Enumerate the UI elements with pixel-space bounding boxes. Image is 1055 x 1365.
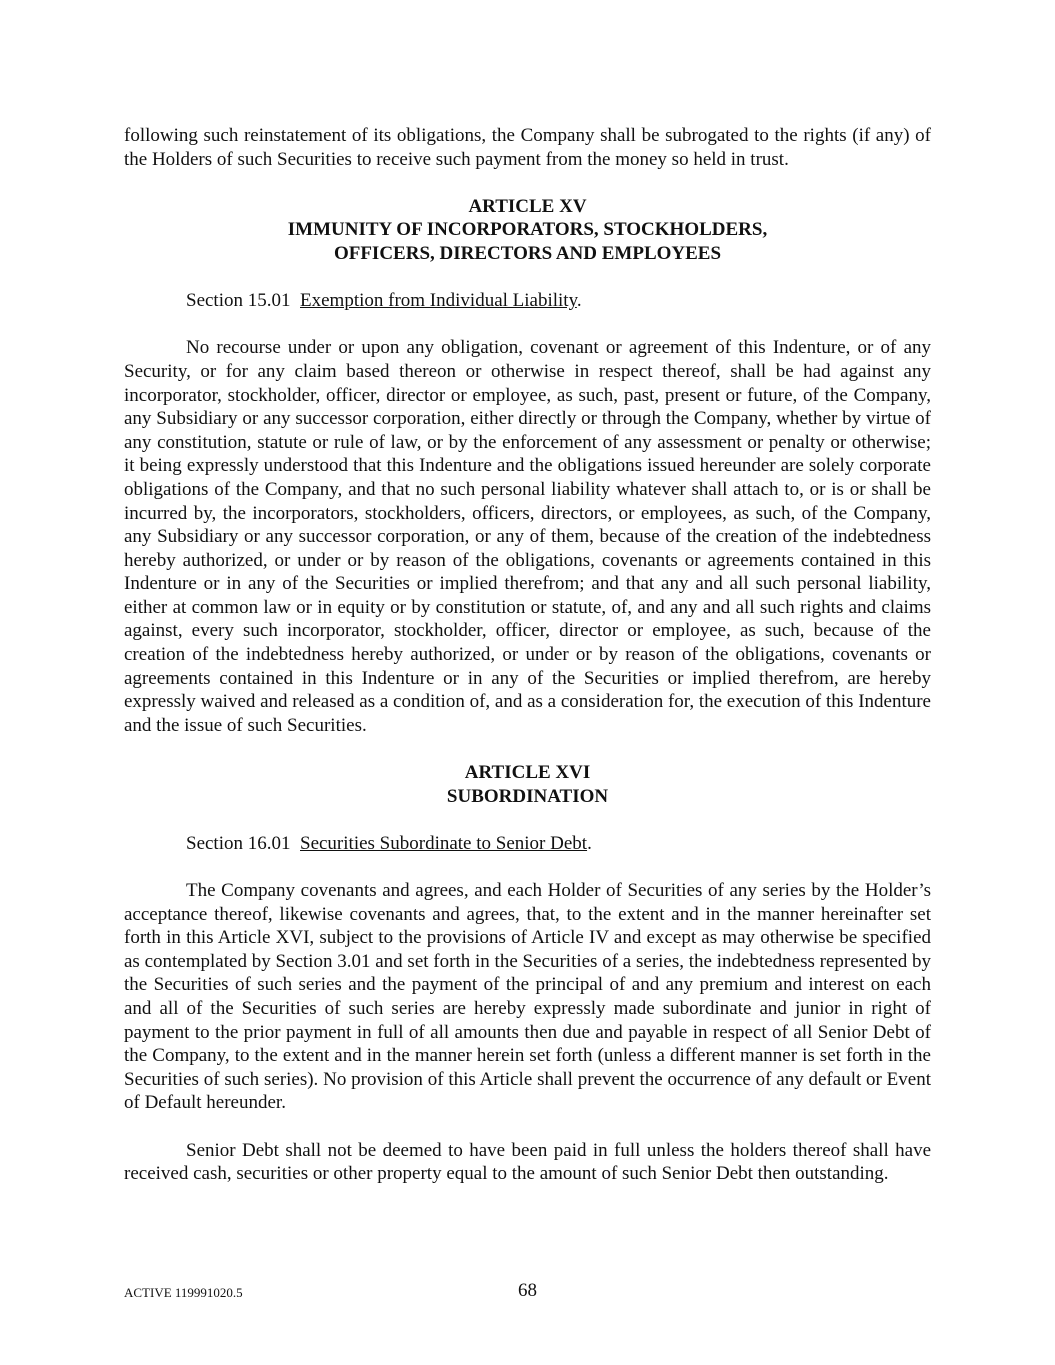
section-16-01-heading: Section 16.01 Securities Subordinate to Senior Debt. — [186, 832, 592, 854]
article-xvi-heading — [124, 761, 931, 808]
article-xv-subtitle-line2: OFFICERS, DIRECTORS AND EMPLOYEES — [333, 242, 722, 264]
article-xvi-subtitle: SUBORDINATION — [446, 785, 609, 807]
footer-page-number: 68 — [518, 1280, 537, 1301]
article-xv-subtitle-line1: IMMUNITY OF INCORPORATORS, STOCKHOLDERS, — [287, 219, 768, 241]
section-16-01-number: Section 16.01 — [186, 832, 291, 854]
section-16-01-title: Securities Subordinate to Senior Debt — [300, 832, 588, 854]
footer-doc-id: ACTIVE 119991020.5 — [124, 1285, 243, 1300]
section-15-01-number: Section 15.01 — [186, 290, 291, 312]
article-xv-heading — [124, 195, 931, 266]
section-15-01-paragraph: No recourse under or upon any obligation, covenant or agreement of this Indenture, or of any Security, or for any claim based thereon or otherwise in respect thereof, shall be had against any incorporator, stockholder, officer, director or employee, as such, past, present or future, of the Company, any Subsidiary or any successor corporation, either directly or through the Company, whether by virtue of any constitution, statute or rule of law, or by the enforcement of any assessment or penalty or otherwise; it being expressly understood that this Indenture and the obligations issued hereunder are solely corporate obligations of the Company, and that no such personal liability whatever shall attach to, or is or shall be incurred by, the incorporators, stockholders, officers, directors, or employees, as such, of the Company, any Subsidiary or any successor corporation, or any of them, because of the creation of the indebtedness hereby authorized, or under or by reason of the obligations, covenants or agreements contained in this Indenture or in any of the Securities or implied therefrom; and that any and all such personal liability, either at common law or in equity or by constitution or statute, of, and any and all such rights and claims against, every such incorporator, stockholder, officer, director or employee, as such, because of the creation of the indebtedness hereby authorized, or under or by reason of the obligations, covenants or agreements contained in this Indenture or in any of the Securities or implied therefrom, are hereby expressly waived and released as a condition of, and as a consideration for, the execution of this Indenture and the issue of such Securities. — [124, 337, 931, 736]
section-16-01-paragraph-1: The Company covenants and agrees, and each Holder of Securities of any series by the Holder’s acceptance thereof, likewise covenants and agrees, that, to the extent and in the manner hereinafter set forth in this Article XVI, subject to the provisions of Article IV and except as may otherwise be specified as contemplated by Section 3.01 and set forth in the Securities of a series, the indebtedness represented by the Securities of such series and the payment of the principal of and any premium and interest on each and all of the Securities of such series are hereby expressly made subordinate and junior in right of payment to the prior payment in full of all amounts then due and payable in respect of all Senior Debt of the Company, to the extent and in the manner herein set forth (unless a different manner is set forth in the Securities of such series). No provision of this Article shall prevent the occurrence of any default or Event of Default hereunder. — [124, 880, 931, 1114]
section-16-01-paragraph-2: Senior Debt shall not be deemed to have been paid in full unless the holders thereof shall have received cash, securities or other property equal to the amount of such Senior Debt then outstanding. — [124, 1139, 931, 1185]
section-15-01-heading: Section 15.01 Exemption from Individual Liability. — [186, 290, 582, 312]
document-page — [124, 124, 931, 1186]
article-xvi-title: ARTICLE XVI — [464, 762, 591, 784]
article-xv-title: ARTICLE XV — [468, 195, 587, 217]
section-15-01-title: Exemption from Individual Liability — [300, 290, 577, 312]
intro-paragraph: following such reinstatement of its obligations, the Company shall be subrogated to the rights (if any) of the Holders of such Securities to receive such payment from the money so held in trust. — [124, 125, 931, 170]
